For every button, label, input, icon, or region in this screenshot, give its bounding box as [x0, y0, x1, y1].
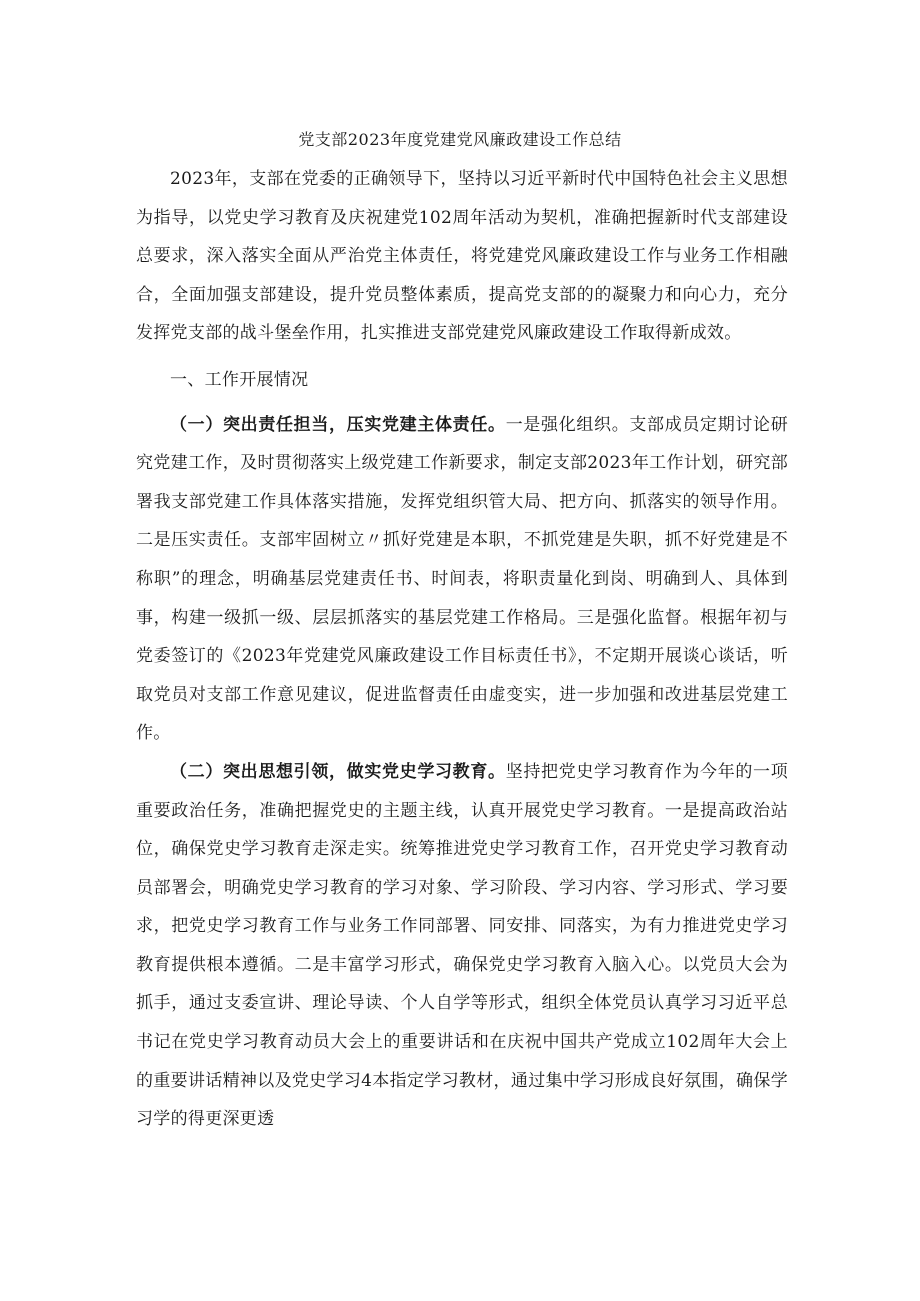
- section-heading: 一、工作开展情况: [170, 369, 309, 390]
- document-body: [136, 160, 788, 1139]
- item2-heading: （二）突出思想引领，做实党史学习教育。: [170, 761, 506, 782]
- item1-body: 一是强化组织。支部成员定期讨论研究党建工作，及时贯彻落实上级党建工作新要求，制定支部2023年工作计划，研究部署我支部党建工作具体落实措施，发挥党组织管大局、把方向、抓落实的领导作用。二是压实责任。支部牢固树立〃抓好党建是本职，不抓党建是失职，抓不好党建是不称职”的理念，明确基层党建责任书、时间表，将职责量化到岗、明确到人、具体到事，构建一级抓一级、层层抓落实的基层党建工作格局。三是强化监督。根据年初与党委签订的《2023年党建党风廉政建设工作目标责任书》，不定期开展谈心谈话，听取党员对支部工作意见建议，促进监督责任由虚变实，进一步加强和改进基层党建工作。: [136, 414, 788, 744]
- intro-paragraph: 2023年，支部在党委的正确领导下，坚持以习近平新时代中国特色社会主义思想为指导，以党史学习教育及庆祝建党102周年活动为契机，准确把握新时代支部建设总要求，深入落实全面从严治党主体责任，将党建党风廉政建设工作与业务工作相融合，全面加强支部建设，提升党员整体素质，提高党支部的的凝聚力和向心力，充分发挥党支部的战斗堡垒作用，扎实推进支部党建党风廉政建设工作取得新成效。: [136, 169, 788, 344]
- document-title: 党支部2023年度党建党风廉政建设工作总结: [298, 130, 622, 149]
- item1-paragraph: [136, 406, 788, 753]
- item1-heading: （一）突出责任担当，压实党建主体责任。: [170, 414, 506, 435]
- item2-paragraph: [136, 753, 788, 1139]
- item2-body: 坚持把党史学习教育作为今年的一项重要政治任务，准确把握党史的主题主线，认真开展党史学习教育。一是提高政治站位，确保党史学习教育走深走实。统筹推进党史学习教育工作，召开党史学习教育动员部署会，明确党史学习教育的学习对象、学习阶段、学习内容、学习形式、学习要求，把党史学习教育工作与业务工作同部署、同安排、同落实，为有力推进党史学习教育提供根本遵循。二是丰富学习形式，确保党史学习教育入脑入心。以党员大会为抓手，通过支委宣讲、理论导读、个人自学等形式，组织全体党员认真学习习近平总书记在党史学习教育动员大会上的重要讲话和在庆祝中国共产党成立102周年大会上的重要讲话精神以及党史学习4本指定学习教材，通过集中学习形成良好氛围，确保学习学的得更深更透: [136, 761, 788, 1130]
